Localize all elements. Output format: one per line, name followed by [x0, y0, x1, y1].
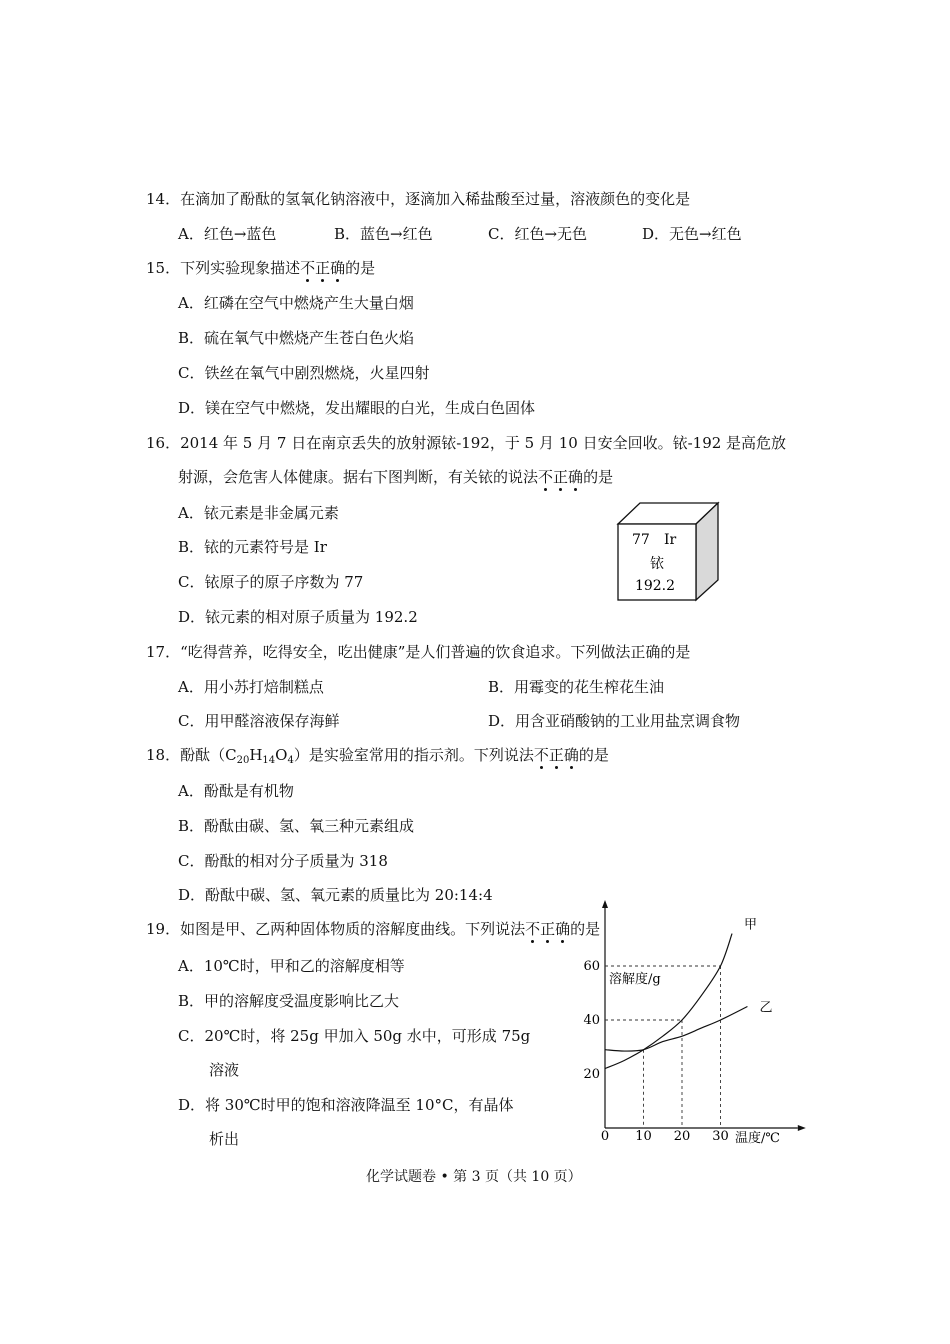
x-tick-label: 10 — [635, 1129, 652, 1144]
curve-jia — [605, 934, 732, 1069]
curve-yi — [605, 1007, 747, 1052]
series-label-yi: 乙 — [759, 1000, 773, 1016]
q19-option-c-cont: 溶液 — [209, 1061, 240, 1079]
page-footer: 化学试题卷 • 第 3 页（共 10 页） — [366, 1169, 582, 1185]
emphasis-dot: 正 — [548, 746, 564, 764]
solubility-chart — [575, 917, 795, 1150]
element-cell-diagram — [612, 500, 722, 604]
emphasis-dot: 确 — [330, 259, 346, 277]
q14-option-a: A．红色→蓝色 — [178, 225, 277, 243]
q18-option-c: C．酚酞的相对分子质量为 318 — [178, 852, 388, 870]
q17-option-a: A．用小苏打焙制糕点 — [178, 678, 324, 696]
emphasis-dot: 正 — [553, 468, 569, 486]
q17-option-c: C．用甲醛溶液保存海鲜 — [178, 712, 340, 730]
series-label-jia: 甲 — [744, 917, 758, 933]
emphasis-dot: 正 — [540, 920, 556, 938]
q19-option-a: A．10℃时，甲和乙的溶解度相等 — [178, 957, 405, 975]
q17-option-b: B．用霉变的花生榨花生油 — [488, 678, 665, 696]
element-symbol: Ir — [664, 532, 677, 548]
y-axis-label: 溶解度/g — [609, 972, 661, 987]
q16-stem-line1: 16．2014 年 5 月 7 日在南京丢失的放射源铱-192，于 5 月 10 日安全回收。铱-192 是高危放 — [146, 434, 787, 452]
x-axis-label: 温度/℃ — [735, 1131, 780, 1146]
q16-stem-line2: 射源，会危害人体健康。据右下图判断，有关铱的说法不正确的是 — [178, 468, 614, 486]
emphasis-dot: 不 — [538, 468, 554, 486]
emphasis-dot: 不 — [525, 920, 541, 938]
q15-option-a: A．红磷在空气中燃烧产生大量白烟 — [178, 294, 414, 312]
q19-stem: 19．如图是甲、乙两种固体物质的溶解度曲线。下列说法不正确的是 — [146, 920, 601, 938]
q19-option-d-cont: 析出 — [209, 1130, 240, 1148]
formula: $C_{20}H_{14}O_4$ — [225, 746, 294, 766]
q19-option-c: C．20℃时，将 25g 甲加入 50g 水中，可形成 75g — [178, 1027, 531, 1045]
q14-option-d: D．无色→红色 — [642, 225, 742, 243]
y-tick-label: 40 — [583, 1013, 600, 1028]
q18-option-b: B．酚酞由碳、氢、氧三种元素组成 — [178, 817, 415, 835]
y-tick-label: 60 — [583, 959, 600, 974]
emphasis-dot: 确 — [555, 920, 571, 938]
q19-option-b: B．甲的溶解度受温度影响比乙大 — [178, 992, 400, 1010]
q15-option-b: B．硫在氧气中燃烧产生苍白色火焰 — [178, 329, 415, 347]
q14-stem: 14．在滴加了酚酞的氢氧化钠溶液中，逐滴加入稀盐酸至过量，溶液颜色的变化是 — [146, 190, 691, 208]
element-atomic-number: 77 — [632, 532, 650, 548]
q15-option-d: D．镁在空气中燃烧，发出耀眼的白光，生成白色固体 — [178, 399, 536, 417]
q14-option-c: C．红色→无色 — [488, 225, 588, 243]
q14-option-b: B．蓝色→红色 — [334, 225, 433, 243]
q16-option-a: A．铱元素是非金属元素 — [178, 504, 339, 522]
q15-option-c: C．铁丝在氧气中剧烈燃烧，火星四射 — [178, 364, 430, 382]
q19-option-d: D．将 30℃时甲的饱和溶液降温至 10°C，有晶体 — [178, 1096, 514, 1114]
q18-option-a: A．酚酞是有机物 — [178, 782, 294, 800]
x-tick-label: 20 — [673, 1129, 691, 1144]
emphasis-dot: 正 — [315, 259, 331, 277]
origin-label: 0 — [600, 1129, 610, 1144]
q17-stem: 17．“吃得营养，吃得安全，吃出健康”是人们普遍的饮食追求。下列做法正确的是 — [146, 643, 691, 661]
y-axis-arrow — [602, 900, 608, 908]
emphasis-dot: 不 — [533, 746, 549, 764]
element-mass: 192.2 — [634, 578, 676, 594]
y-tick-label: 20 — [583, 1067, 600, 1082]
q16-option-c: C．铱原子的原子序数为 77 — [178, 573, 364, 591]
emphasis-dot: 确 — [563, 746, 579, 764]
q16-option-d: D．铱元素的相对原子质量为 192.2 — [178, 608, 418, 626]
q18-option-d: D．酚酞中碳、氢、氧元素的质量比为 20:14:4 — [178, 886, 493, 904]
q15-stem: 15．下列实验现象描述不正确的是 — [146, 259, 376, 277]
q18-stem: 18．酚酞$(C_{20}H_{14}O_4)$是实验室常用的指示剂。下列说法不正确的是 — [146, 746, 609, 766]
q16-option-b: B．铱的元素符号是 Ir — [178, 538, 327, 556]
x-axis-arrow — [798, 1125, 806, 1131]
element-name: 铱 — [650, 556, 664, 572]
emphasis-dot: 确 — [568, 468, 584, 486]
emphasis-dot: 不 — [300, 259, 316, 277]
x-tick-label: 30 — [712, 1129, 729, 1144]
q17-option-d: D．用含亚硝酸钠的工业用盐烹调食物 — [488, 712, 741, 730]
